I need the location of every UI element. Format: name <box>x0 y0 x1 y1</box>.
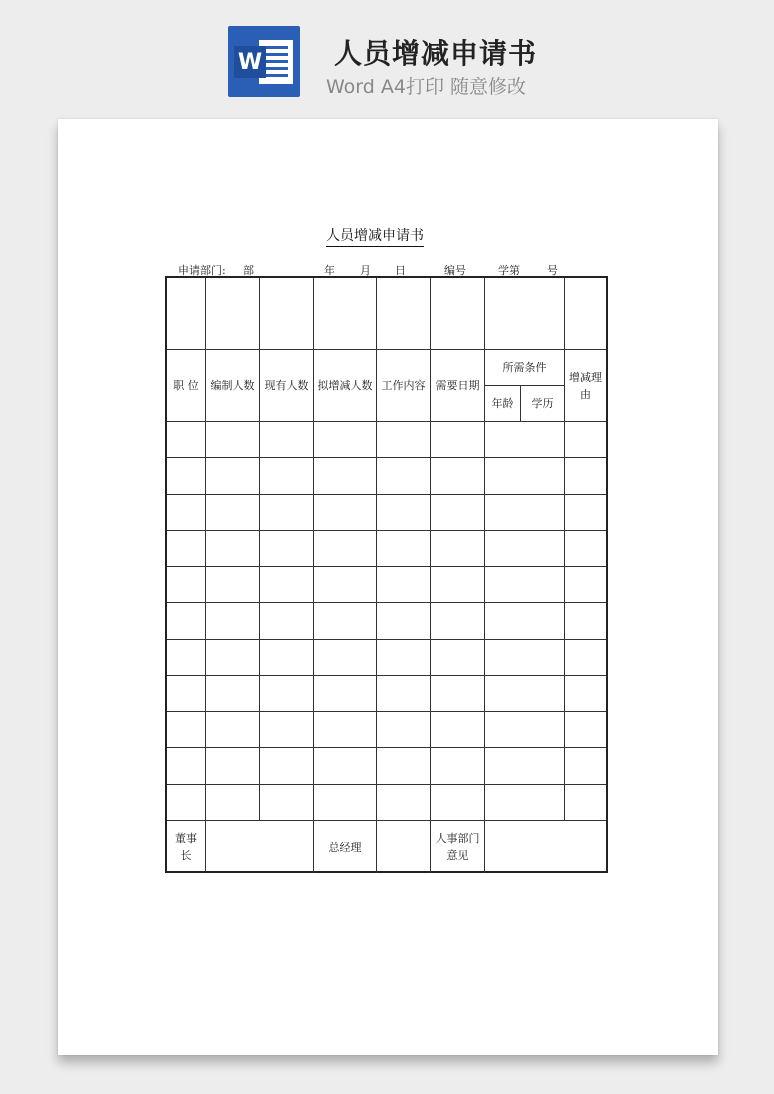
table-cell[interactable] <box>206 531 260 567</box>
application-table <box>165 276 608 873</box>
number-label: 编号 <box>444 264 466 277</box>
table-cell[interactable] <box>377 495 431 531</box>
table-cell[interactable] <box>167 531 206 567</box>
table-cell[interactable] <box>314 458 377 494</box>
table-cell[interactable] <box>565 458 606 494</box>
table-cell[interactable] <box>485 603 565 639</box>
header-current: 现有人数 <box>260 350 314 422</box>
table-cell[interactable] <box>167 676 206 712</box>
table-cell[interactable] <box>260 603 314 639</box>
month-label: 月 <box>360 264 371 277</box>
table-cell[interactable] <box>431 278 485 350</box>
header-reason: 增减理由 <box>565 350 606 422</box>
table-cell[interactable] <box>431 640 485 676</box>
text-line <box>266 60 288 63</box>
table-cell[interactable] <box>431 748 485 784</box>
table-cell[interactable] <box>377 458 431 494</box>
table-cell[interactable] <box>485 495 565 531</box>
table-cell[interactable] <box>260 458 314 494</box>
header-work: 工作内容 <box>377 350 431 422</box>
header-age: 年龄 <box>485 386 521 422</box>
table-cell[interactable] <box>167 567 206 603</box>
table-cell[interactable] <box>485 278 565 350</box>
table-cell[interactable] <box>377 567 431 603</box>
table-cell[interactable] <box>485 640 565 676</box>
text-line <box>266 74 288 77</box>
table-cell[interactable] <box>431 495 485 531</box>
table-cell[interactable] <box>565 748 606 784</box>
dept-label: 申请部门: <box>178 264 226 277</box>
header-requirements: 所需条件 <box>485 350 565 386</box>
table-cell[interactable] <box>167 495 206 531</box>
table-cell[interactable] <box>565 278 606 350</box>
table-cell[interactable] <box>565 603 606 639</box>
table-cell[interactable] <box>377 640 431 676</box>
header-planned: 拟增减人数 <box>314 350 377 422</box>
table-cell[interactable] <box>167 640 206 676</box>
table-cell[interactable] <box>377 603 431 639</box>
table-cell[interactable] <box>431 785 485 821</box>
table-cell[interactable] <box>377 712 431 748</box>
gm-label: 总经理 <box>314 821 377 873</box>
year-label: 年 <box>324 264 335 277</box>
document-page <box>58 119 718 1055</box>
table-cell[interactable] <box>260 422 314 458</box>
table-cell[interactable] <box>431 422 485 458</box>
table-cell[interactable] <box>431 531 485 567</box>
table-cell[interactable] <box>206 785 260 821</box>
table-cell[interactable] <box>260 676 314 712</box>
table-cell[interactable] <box>206 422 260 458</box>
table-cell[interactable] <box>167 748 206 784</box>
table-cell[interactable] <box>206 567 260 603</box>
table-cell[interactable] <box>167 712 206 748</box>
header-education: 学历 <box>521 386 565 422</box>
table-cell[interactable] <box>260 748 314 784</box>
gm-field[interactable] <box>377 821 431 873</box>
table-cell[interactable] <box>314 712 377 748</box>
table-cell[interactable] <box>565 422 606 458</box>
word-icon <box>228 26 300 97</box>
table-cell[interactable] <box>260 567 314 603</box>
table-cell[interactable] <box>565 640 606 676</box>
table-cell[interactable] <box>206 748 260 784</box>
table-cell[interactable] <box>485 785 565 821</box>
banner-subtitle: Word A4打印 随意修改 <box>326 76 527 98</box>
table-cell[interactable] <box>314 748 377 784</box>
table-cell[interactable] <box>377 676 431 712</box>
table-cell[interactable] <box>565 712 606 748</box>
table-cell[interactable] <box>206 278 260 350</box>
table-cell[interactable] <box>206 676 260 712</box>
table-cell[interactable] <box>377 531 431 567</box>
table-cell[interactable] <box>431 458 485 494</box>
header-date: 需要日期 <box>431 350 485 422</box>
table-cell[interactable] <box>314 531 377 567</box>
header-staffing: 编制人数 <box>206 350 260 422</box>
table-cell[interactable] <box>260 640 314 676</box>
table-cell[interactable] <box>167 278 206 350</box>
hr-field[interactable] <box>485 821 606 873</box>
chairman-label: 董事长 <box>167 821 206 873</box>
table-cell[interactable] <box>565 785 606 821</box>
text-line <box>266 46 288 49</box>
table-cell[interactable] <box>314 567 377 603</box>
day-label: 日 <box>395 264 406 277</box>
table-cell[interactable] <box>314 495 377 531</box>
table-cell[interactable] <box>260 785 314 821</box>
series-suffix: 号 <box>547 264 558 277</box>
series-label: 学第 <box>498 264 520 277</box>
table-cell[interactable] <box>260 495 314 531</box>
header-banner <box>0 0 774 112</box>
table-cell[interactable] <box>431 712 485 748</box>
table-cell[interactable] <box>206 495 260 531</box>
header-position: 职 位 <box>167 350 206 422</box>
table-cell[interactable] <box>206 458 260 494</box>
table-cell[interactable] <box>565 567 606 603</box>
table-cell[interactable] <box>314 278 377 350</box>
text-line <box>266 67 288 70</box>
table-cell[interactable] <box>377 748 431 784</box>
hr-label: 人事部门意见 <box>431 821 485 873</box>
table-cell[interactable] <box>485 531 565 567</box>
table-cell[interactable] <box>485 712 565 748</box>
table-cell[interactable] <box>206 640 260 676</box>
table-cell[interactable] <box>167 785 206 821</box>
table-cell[interactable] <box>377 278 431 350</box>
table-cell[interactable] <box>314 603 377 639</box>
table-cell[interactable] <box>314 422 377 458</box>
table-cell[interactable] <box>431 676 485 712</box>
table-cell[interactable] <box>431 603 485 639</box>
table-cell[interactable] <box>260 531 314 567</box>
table-cell[interactable] <box>565 495 606 531</box>
dept-suffix: 部 <box>243 264 254 277</box>
table-cell[interactable] <box>485 676 565 712</box>
table-cell[interactable] <box>485 748 565 784</box>
table-cell[interactable] <box>565 676 606 712</box>
table-cell[interactable] <box>431 567 485 603</box>
table-cell[interactable] <box>206 712 260 748</box>
table-cell[interactable] <box>206 603 260 639</box>
table-cell[interactable] <box>260 278 314 350</box>
table-cell[interactable] <box>167 603 206 639</box>
table-cell[interactable] <box>260 712 314 748</box>
chairman-field[interactable] <box>206 821 314 873</box>
document-title: 人员增减申请书 <box>326 225 424 247</box>
text-line <box>266 53 288 56</box>
table-cell[interactable] <box>565 531 606 567</box>
table-cell[interactable] <box>377 422 431 458</box>
word-letter: W <box>234 46 266 78</box>
banner-title: 人员增减申请书 <box>334 37 538 70</box>
table-cell[interactable] <box>314 676 377 712</box>
table-cell[interactable] <box>314 785 377 821</box>
table-cell[interactable] <box>485 567 565 603</box>
table-cell[interactable] <box>485 458 565 494</box>
table-cell[interactable] <box>485 422 565 458</box>
table-cell[interactable] <box>377 785 431 821</box>
table-cell[interactable] <box>167 458 206 494</box>
table-cell[interactable] <box>314 640 377 676</box>
table-cell[interactable] <box>167 422 206 458</box>
